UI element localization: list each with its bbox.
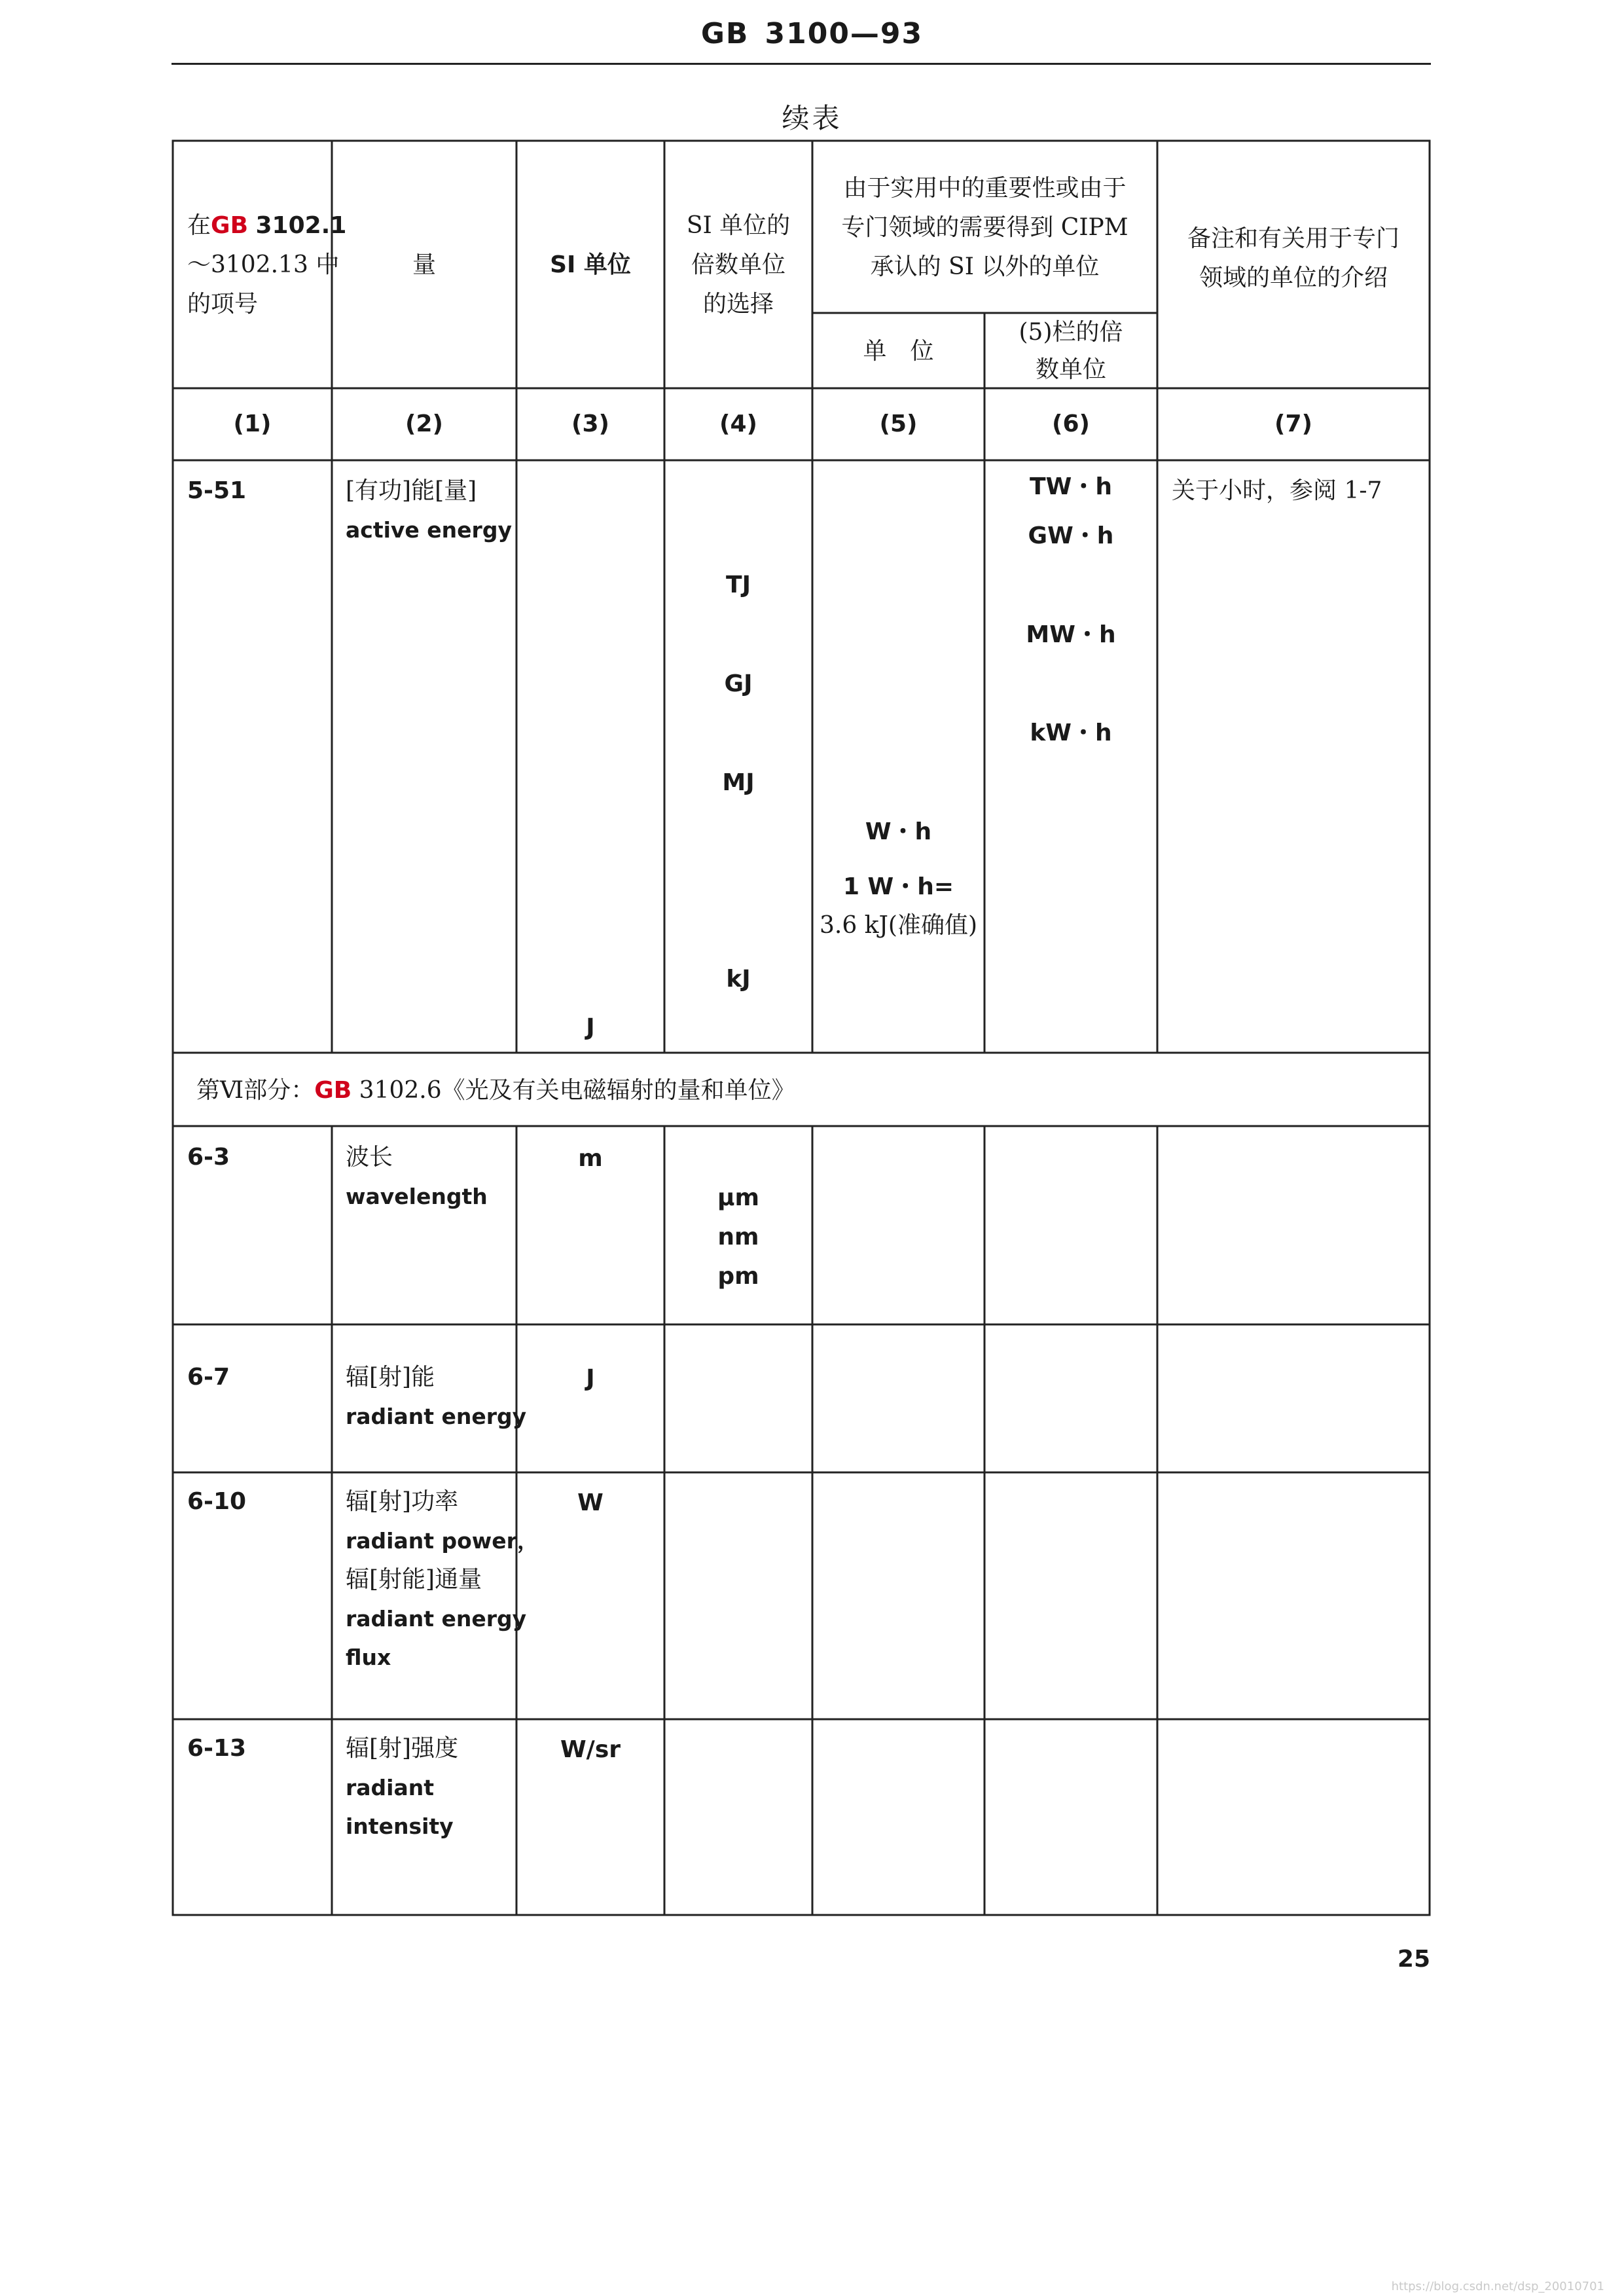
col56-header-line3: 承认的 SI 以外的单位 bbox=[870, 253, 1100, 280]
col3-header: SI 单位 bbox=[550, 251, 631, 278]
item-6-3: 6-3 bbox=[187, 1144, 230, 1171]
multiple-tj: TJ bbox=[726, 572, 751, 598]
col56-header-line1: 由于实用中的重要性或由于 bbox=[843, 175, 1127, 202]
qty-cn-6-13: 辐[射]强度 bbox=[346, 1735, 459, 1762]
col-number-1: (1) bbox=[233, 410, 272, 437]
qty-cn-6-7: 辐[射]能 bbox=[346, 1364, 435, 1391]
col4-header-line3: 的选择 bbox=[702, 291, 774, 318]
qty-cn-6-3: 波长 bbox=[346, 1144, 393, 1171]
col6-tw-h: TW・h bbox=[1030, 473, 1112, 500]
col6-header-line1: (5)栏的倍 bbox=[1019, 319, 1123, 346]
section-pre: 第Ⅵ部分： bbox=[196, 1077, 315, 1104]
item-6-10: 6-10 bbox=[187, 1488, 247, 1515]
col1-header-line3: 的项号 bbox=[187, 291, 259, 318]
qty-en-6-10-a: radiant power， bbox=[346, 1528, 539, 1554]
section-post: 3102.6《光及有关电磁辐射的量和单位》 bbox=[359, 1077, 795, 1104]
section-heading bbox=[196, 1071, 795, 1110]
qty-en-6-13-b: intensity bbox=[346, 1813, 454, 1839]
qty-cn-6-10-a: 辐[射]功率 bbox=[346, 1488, 459, 1515]
col-number-3: (3) bbox=[571, 410, 609, 437]
unit5-note-line1: 1 W・h= bbox=[842, 873, 954, 900]
si-unit-6-10: W bbox=[577, 1489, 604, 1516]
continued-title: 续表 bbox=[782, 102, 842, 134]
qty-cn-5-51: [有功]能[量] bbox=[346, 477, 477, 504]
col5-header: 单 位 bbox=[863, 338, 934, 365]
qty-en-6-10-c: flux bbox=[346, 1645, 391, 1670]
col1-header-pre: 在 bbox=[187, 212, 211, 239]
col1-header-line1 bbox=[187, 206, 346, 246]
col-number-4: (4) bbox=[719, 410, 757, 437]
col1-header-gb: GB bbox=[211, 212, 249, 239]
col6-gw-h: GW・h bbox=[1028, 522, 1114, 549]
section-gb: GB bbox=[314, 1077, 352, 1104]
multiple-kj: kJ bbox=[726, 966, 751, 993]
col7-header-line1: 备注和有关用于专门 bbox=[1187, 225, 1399, 252]
qty-en-6-7: radiant energy bbox=[346, 1404, 527, 1429]
multiple-um: μm bbox=[717, 1184, 759, 1211]
header-number: 3100—93 bbox=[765, 17, 924, 50]
col4-header-line1: SI 单位的 bbox=[686, 212, 791, 239]
qty-en-6-13-a: radiant bbox=[346, 1775, 435, 1800]
col2-header: 量 bbox=[412, 251, 436, 278]
si-unit-5-51: J bbox=[586, 1014, 595, 1041]
item-6-13: 6-13 bbox=[187, 1735, 247, 1762]
col-number-2: (2) bbox=[405, 410, 443, 437]
col6-mw-h: MW・h bbox=[1026, 621, 1116, 648]
si-unit-6-7: J bbox=[586, 1365, 595, 1392]
qty-en-6-10-b: radiant energy bbox=[346, 1606, 527, 1631]
multiple-nm: nm bbox=[717, 1224, 759, 1250]
qty-cn-6-10-b: 辐[射能]通量 bbox=[346, 1566, 482, 1593]
qty-en-5-51: active energy bbox=[346, 517, 512, 543]
col6-header-line2: 数单位 bbox=[1035, 356, 1106, 383]
item-6-7: 6-7 bbox=[187, 1364, 230, 1391]
col-number-6: (6) bbox=[1052, 410, 1090, 437]
unit5-wh: W・h bbox=[865, 818, 932, 845]
remark-5-51: 关于小时，参阅 1-7 bbox=[1172, 477, 1382, 504]
si-unit-6-3: m bbox=[578, 1145, 603, 1172]
multiple-pm: pm bbox=[717, 1263, 759, 1290]
multiple-mj: MJ bbox=[722, 769, 755, 796]
col7-header-line2: 领域的单位的介绍 bbox=[1199, 264, 1388, 291]
col1-header-num: 3102.1 bbox=[255, 212, 347, 239]
multiple-gj: GJ bbox=[724, 670, 753, 697]
page-number: 25 bbox=[1397, 1946, 1430, 1973]
unit5-note-line2: 3.6 kJ(准确值) bbox=[819, 912, 978, 939]
col-number-5: (5) bbox=[879, 410, 918, 437]
col56-header-line2: 专门领域的需要得到 CIPM bbox=[841, 214, 1128, 241]
si-unit-6-13: W/sr bbox=[560, 1736, 621, 1763]
col-number-7: (7) bbox=[1274, 410, 1312, 437]
item-5-51: 5-51 bbox=[187, 477, 247, 504]
watermark: https://blog.csdn.net/dsp_20010701 bbox=[1391, 2280, 1604, 2293]
header-standard: GB bbox=[700, 17, 749, 50]
col4-header-line2: 倍数单位 bbox=[691, 251, 785, 278]
col1-header-line2: ～3102.13 中 bbox=[187, 251, 340, 278]
qty-en-6-3: wavelength bbox=[346, 1184, 488, 1209]
col6-kw-h: kW・h bbox=[1030, 720, 1112, 746]
